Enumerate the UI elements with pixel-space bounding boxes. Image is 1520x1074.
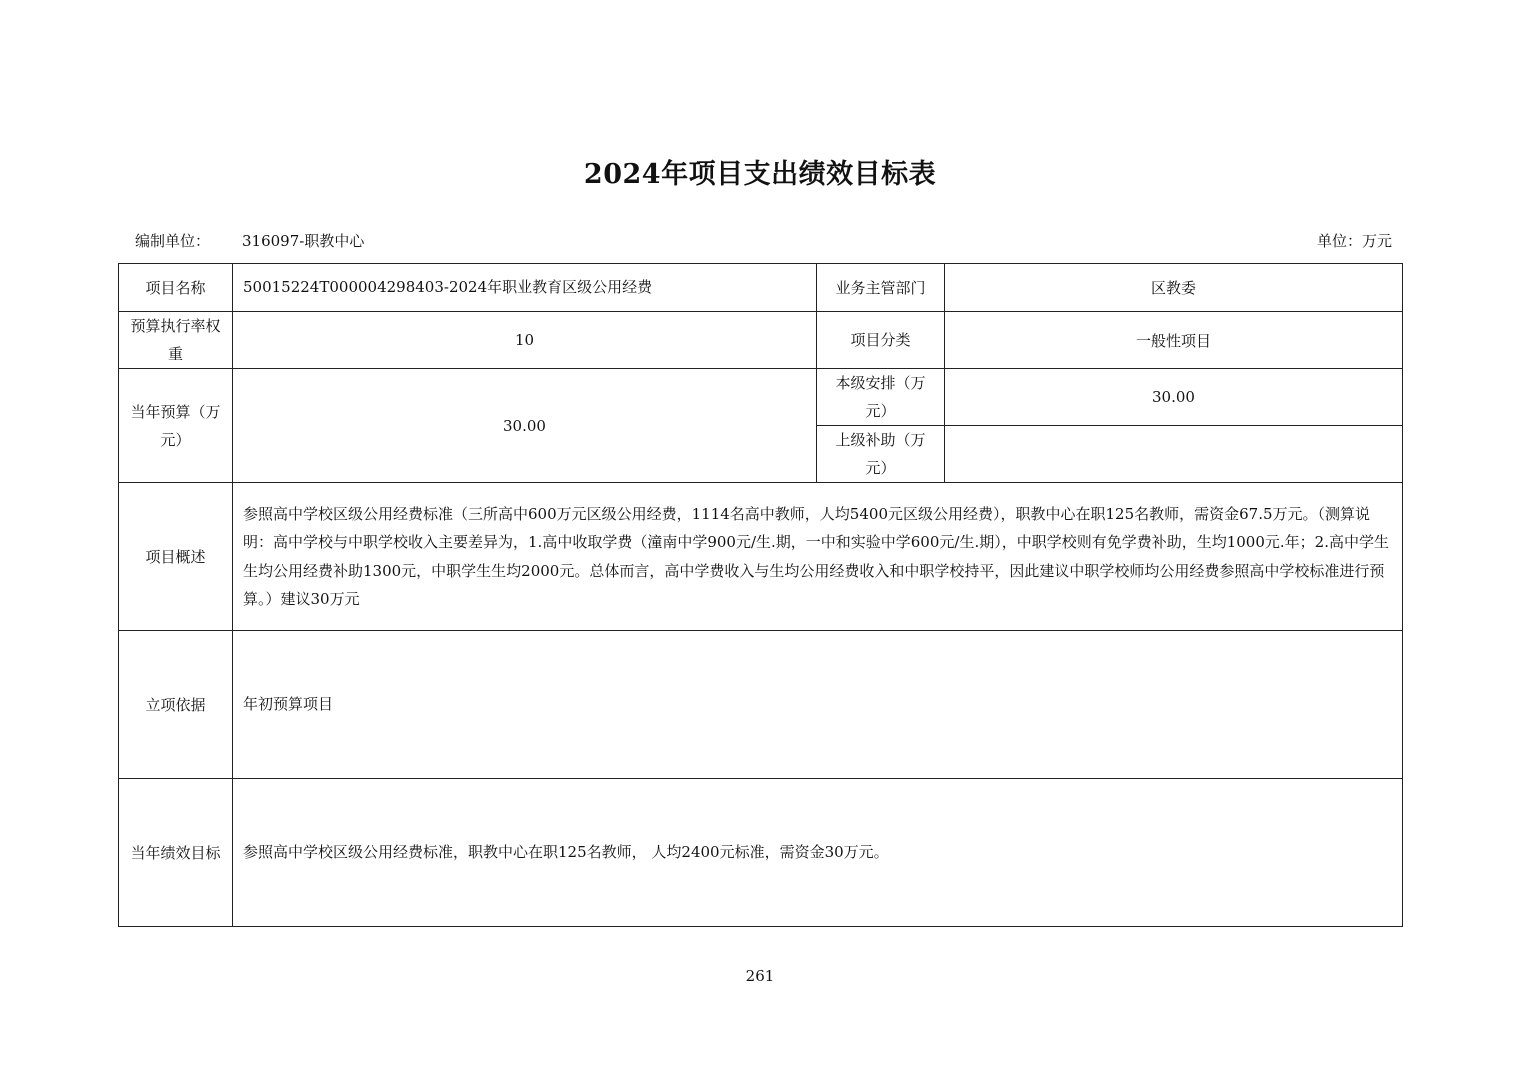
performance-table bbox=[118, 263, 1403, 927]
annual-budget-label: 当年预算（万元） bbox=[119, 369, 233, 483]
budget-weight-label: 预算执行率权重 bbox=[119, 312, 233, 369]
local-funding-value: 30.00 bbox=[945, 369, 1403, 426]
category-label: 项目分类 bbox=[817, 312, 945, 369]
overview-value: 参照高中学校区级公用经费标准（三所高中600万元区级公用经费，1114名高中教师，人均5400元区级公用经费），职教中心在职125名教师，需资金67.5万元。（测算说明：高中学校与中职学校收入主要差异为，1.高中收取学费（潼南中学900元/生.期，一中和实验中学600元/生.期），中职学校则有免学费补助，生均1000元.年；2.高中学生生均公用经费补助1300元，中职学生生均2000元。总体而言，高中学费收入与生均公用经费收入和中职学校持平，因此建议中职学校师均公用经费参照高中学校标准进行预算。）建议30万元 bbox=[233, 483, 1403, 631]
basis-value: 年初预算项目 bbox=[233, 631, 1403, 779]
category-value: 一般性项目 bbox=[945, 312, 1403, 369]
page-number: 261 bbox=[745, 967, 775, 985]
row-overview bbox=[119, 483, 1403, 631]
page-title: 2024年项目支出绩效目标表 bbox=[583, 159, 937, 190]
superior-subsidy-label: 上级补助（万元） bbox=[817, 426, 945, 483]
org-value: 316097-职教中心 bbox=[242, 232, 365, 250]
row-goal bbox=[119, 779, 1403, 927]
org-label: 编制单位： bbox=[135, 232, 211, 250]
dept-label: 业务主管部门 bbox=[817, 264, 945, 312]
basis-label: 立项依据 bbox=[119, 631, 233, 779]
unit-info: 单位：万元 bbox=[1316, 232, 1392, 250]
local-funding-label: 本级安排（万元） bbox=[817, 369, 945, 426]
row-annual-budget bbox=[119, 369, 1403, 426]
row-budget-weight bbox=[119, 312, 1403, 369]
goal-label: 当年绩效目标 bbox=[119, 779, 233, 927]
row-basis bbox=[119, 631, 1403, 779]
project-name-label: 项目名称 bbox=[119, 264, 233, 312]
dept-value: 区教委 bbox=[945, 264, 1403, 312]
goal-value: 参照高中学校区级公用经费标准，职教中心在职125名教师， 人均2400元标准，需资金30万元。 bbox=[233, 779, 1403, 927]
project-name-value: 50015224T000004298403-2024年职业教育区级公用经费 bbox=[233, 264, 817, 312]
annual-budget-value: 30.00 bbox=[233, 369, 817, 483]
overview-label: 项目概述 bbox=[119, 483, 233, 631]
org-info bbox=[135, 230, 364, 251]
budget-weight-value: 10 bbox=[233, 312, 817, 369]
row-project-name bbox=[119, 264, 1403, 312]
superior-subsidy-value bbox=[945, 426, 1403, 483]
